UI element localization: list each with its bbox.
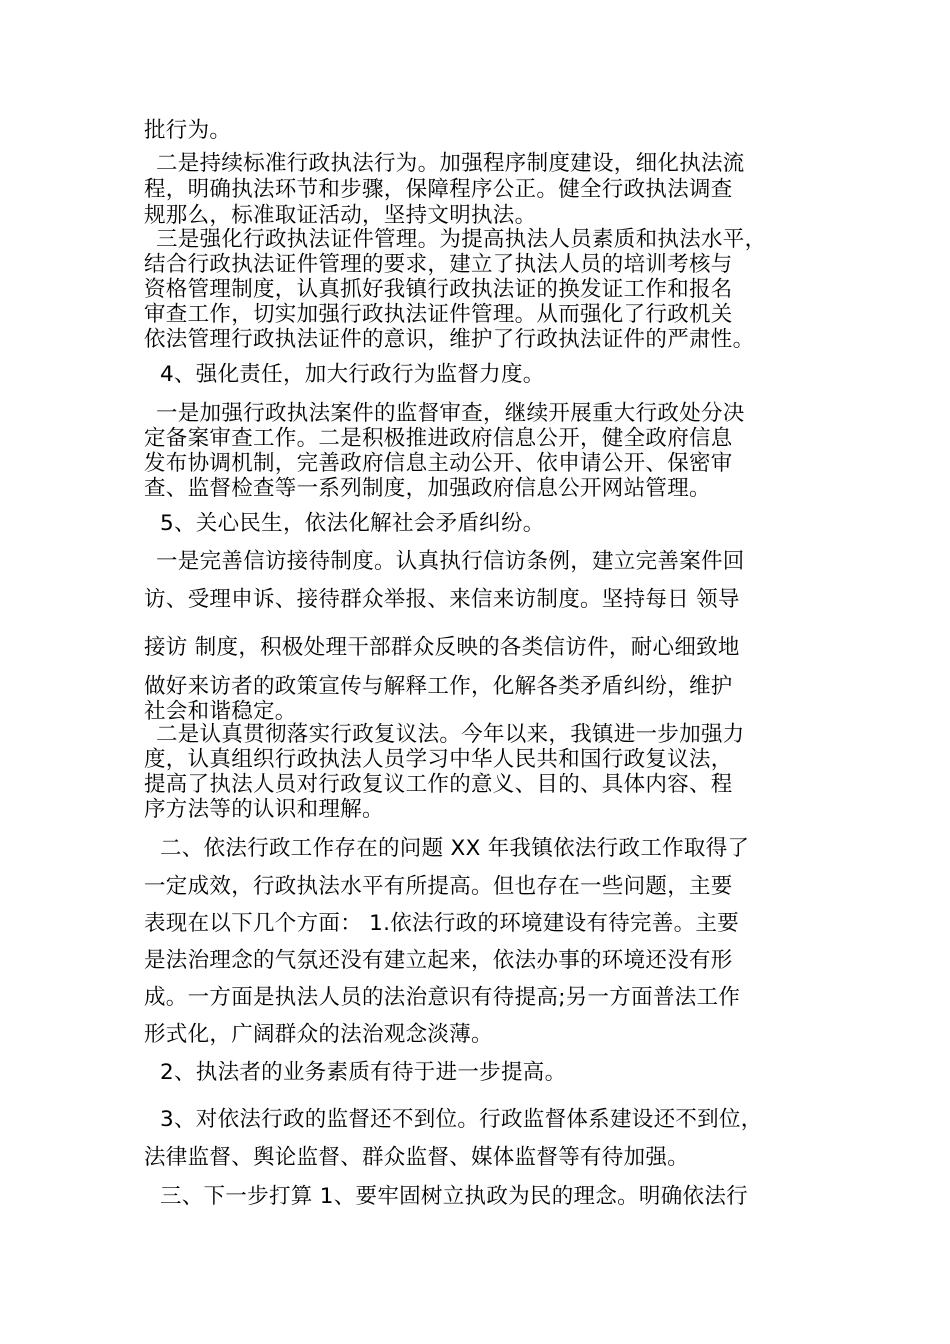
text-line: 一是加强行政执法案件的监督审查，继续开展重大行政处分决 (156, 401, 745, 426)
text-line: 度，认真组织行政执法人员学习中华人民共和国行政复议法， (144, 747, 733, 772)
text-line: 规那么，标准取证活动，坚持文明执法。 (144, 203, 537, 228)
text-line: 程，明确执法环节和步骤，保障程序公正。健全行政执法调查 (144, 177, 733, 202)
text-line: 定备案审查工作。二是积极推进政府信息公开，健全政府信息 (144, 426, 733, 451)
text-line: 批行为。 (144, 118, 232, 143)
text-line: 审查工作，切实加强行政执法证件管理。从而强化了行政机关 (144, 302, 733, 327)
text-line: 发布协调机制，完善政府信息主动公开、依申请公开、保密审 (144, 451, 733, 476)
section-heading: 4、强化责任，加大行政行为监督力度。 (160, 362, 545, 387)
text-line: 资格管理制度，认真抓好我镇行政执法证的换发证工作和报名 (144, 277, 733, 302)
text-line: 结合行政执法证件管理的要求，建立了执法人员的培训考核与 (144, 252, 733, 277)
section-heading: 3、对依法行政的监督还不到位。行政监督体系建设还不到位， (160, 1107, 763, 1132)
text-line: 做好来访者的政策宣传与解释工作，化解各类矛盾纠纷，维护 (144, 674, 733, 699)
text-line: 提高了执法人员对行政复议工作的意义、目的、具体内容、程 (144, 772, 733, 797)
text-line: 三是强化行政执法证件管理。为提高执法人员素质和执法水平， (156, 227, 767, 252)
text-line: 法律监督、舆论监督、群众监督、媒体监督等有待加强。 (144, 1145, 690, 1170)
text-line: 是法治理念的气氛还没有建立起来，依法办事的环境还没有形 (144, 948, 733, 973)
text-line: 二是认真贯彻落实行政复议法。今年以来，我镇进一步加强力 (156, 722, 745, 747)
section-heading: 二、依法行政工作存在的问题 XX 年我镇依法行政工作取得了 (160, 836, 750, 861)
text-line: 一是完善信访接待制度。认真执行信访条例，建立完善案件回 (156, 549, 745, 574)
text-line: 依法管理行政执法证件的意识，维护了行政执法证件的严肃性。 (144, 327, 755, 352)
text-line: 序方法等的认识和理解。 (144, 797, 384, 822)
text-line: 社会和谐稳定。 (144, 699, 297, 724)
section-heading: 三、下一步打算 1、要牢固树立执政为民的理念。明确依法行 (160, 1184, 748, 1209)
section-heading: 5、关心民生，依法化解社会矛盾纠纷。 (160, 511, 545, 536)
text-line: 查、监督检查等一系列制度，加强政府信息公开网站管理。 (144, 476, 711, 501)
text-line: 成。一方面是执法人员的法治意识有待提高;另一方面普法工作 (144, 985, 741, 1010)
text-line: 表现在以下几个方面： 1.依法行政的环境建设有待完善。主要 (144, 911, 740, 936)
text-line: 一定成效，行政执法水平有所提高。但也存在一些问题，主要 (144, 874, 733, 899)
text-line: 形式化，广阔群众的法治观念淡薄。 (144, 1022, 493, 1047)
text-line: 访、受理申诉、接待群众举报、来信来访制度。坚持每日 领导 (144, 587, 740, 612)
text-line: 接访 制度，积极处理干部群众反映的各类信访件，耐心细致地 (144, 635, 740, 660)
section-heading: 2、执法者的业务素质有待于进一步提高。 (160, 1060, 567, 1085)
text-line: 二是持续标准行政执法行为。加强程序制度建设，细化执法流 (156, 151, 745, 176)
